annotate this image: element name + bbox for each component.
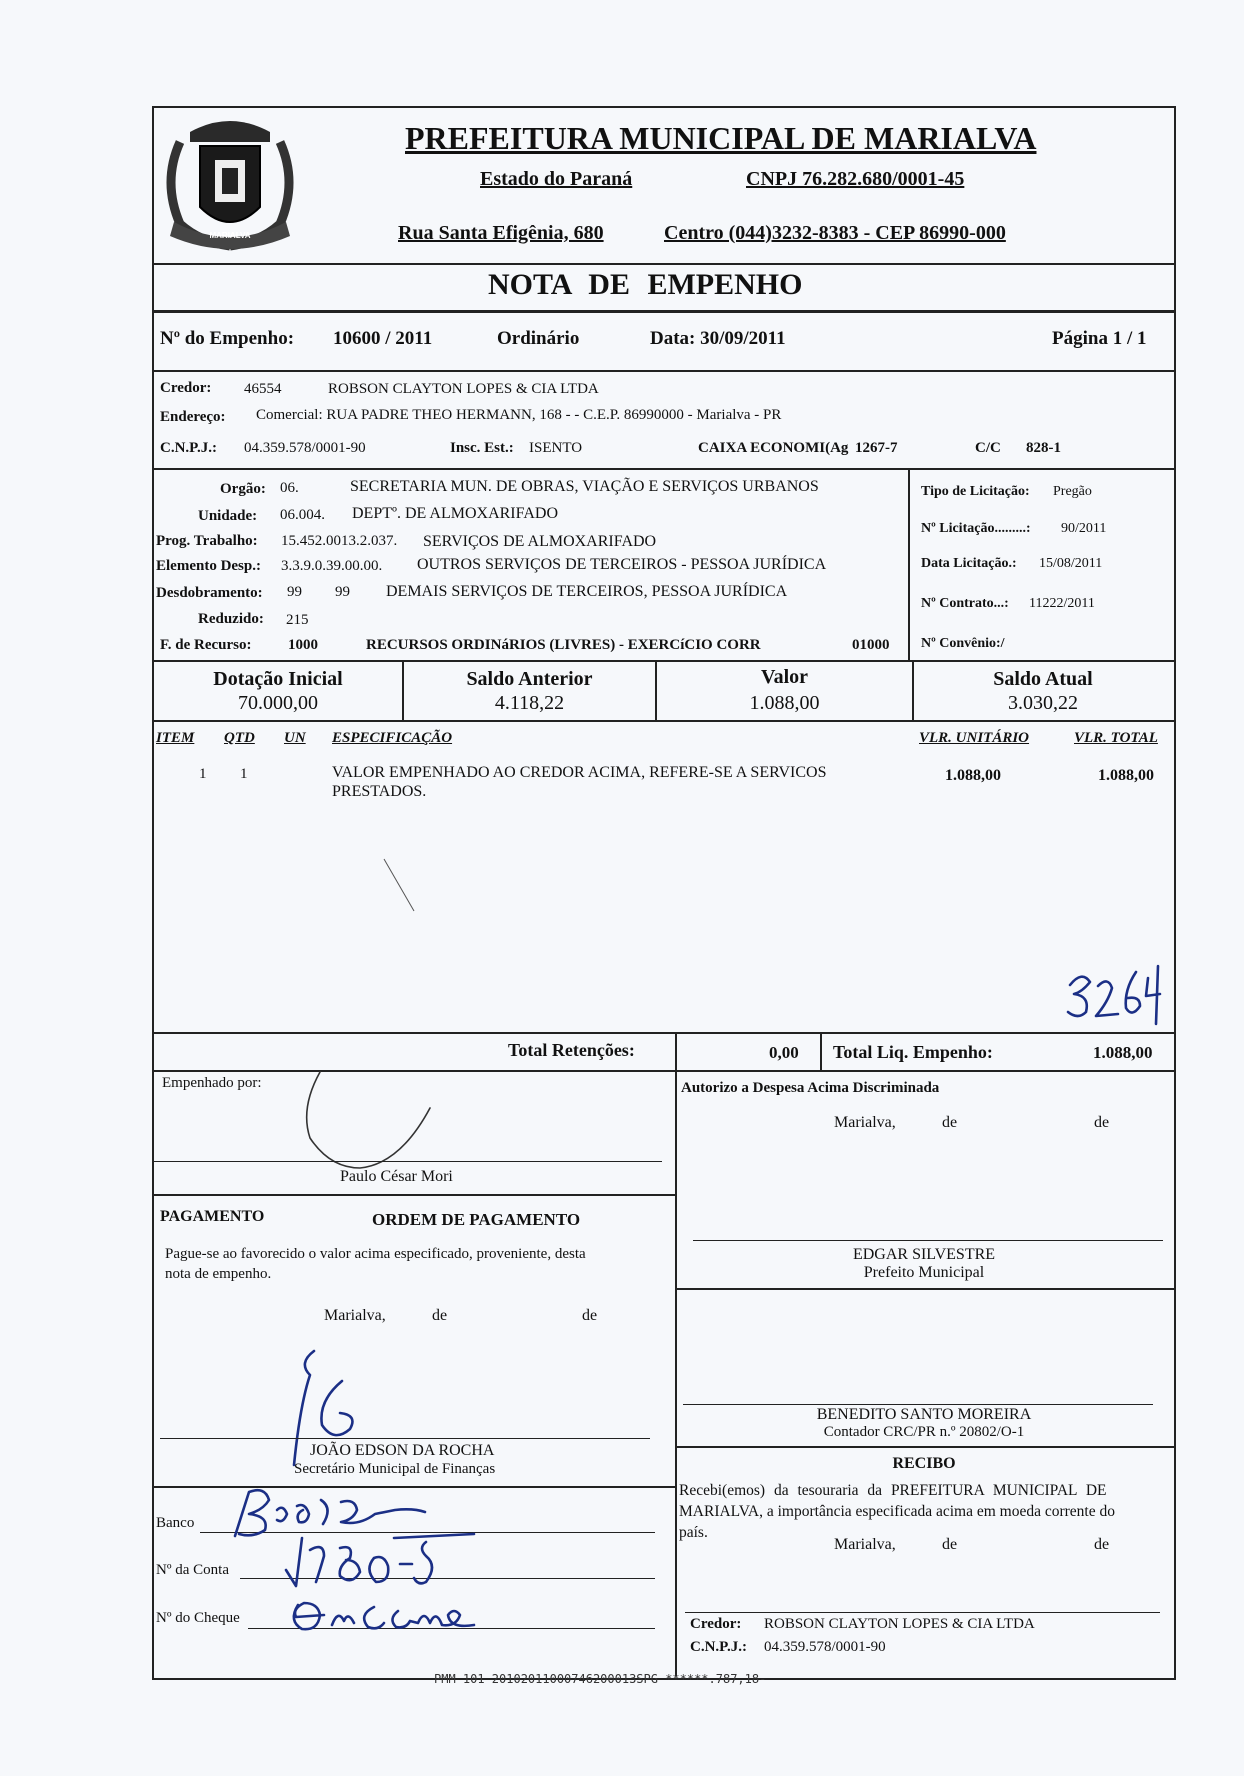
item-spec: VALOR EMPENHADO AO CREDOR ACIMA, REFERE-SE A SERVICOS xyxy=(332,764,827,781)
recibo-city: Marialva, xyxy=(834,1536,896,1553)
desdobramento-desc: DEMAIS SERVIÇOS DE TERCEIROS, PESSOA JURÍDICA xyxy=(386,583,788,600)
balance-label: Saldo Atual xyxy=(993,668,1093,690)
conta-label: Nº da Conta xyxy=(156,1562,229,1578)
unidade-desc: DEPTº. DE ALMOXARIFADO xyxy=(352,505,558,522)
pagamento-city: Marialva, xyxy=(324,1307,386,1324)
municipal-crest-icon xyxy=(160,112,300,260)
recibo-de: de xyxy=(1094,1536,1110,1553)
divider xyxy=(675,1288,1174,1290)
empenhado-name: Paulo César Mori xyxy=(340,1168,453,1185)
items-header-item: ITEM xyxy=(156,730,195,746)
autorizo-de: de xyxy=(1094,1114,1110,1131)
prog-label: Prog. Trabalho: xyxy=(156,533,258,549)
divider xyxy=(152,1032,1174,1034)
orgao-code: 06. xyxy=(280,480,299,496)
licitacao-num: 90/2011 xyxy=(1061,521,1107,536)
licitacao-tipo-label: Tipo de Licitação: xyxy=(921,484,1030,499)
empenho-page: Página 1 / 1 xyxy=(1052,328,1147,349)
recibo-credor: ROBSON CLAYTON LOPES & CIA LTDA xyxy=(764,1616,1035,1632)
recibo-cnpj-label: C.N.P.J.: xyxy=(690,1639,747,1655)
orgao-label: Orgão: xyxy=(220,481,266,497)
balance-label: Saldo Anterior xyxy=(466,668,593,690)
recibo-cnpj: 04.359.578/0001-90 xyxy=(764,1639,886,1655)
empenhado-label: Empenhado por: xyxy=(162,1075,262,1091)
orgao-desc: SECRETARIA MUN. DE OBRAS, VIAÇÃO E SERVIÇOS URBANOS xyxy=(350,478,819,495)
credor-label: Credor: xyxy=(160,380,212,396)
doc-title: NOTA DE EMPENHO xyxy=(488,268,803,301)
header-state: Estado do Paraná xyxy=(480,168,633,190)
recibo-text: Recebi(emos) da tesouraria da PREFEITURA MUNICIPAL DE xyxy=(679,1482,1107,1499)
recibo-credor-label: Credor: xyxy=(690,1616,742,1632)
elemento-desc: OUTROS SERVIÇOS DE TERCEIROS - PESSOA JURÍDICA xyxy=(417,556,827,573)
svg-text:MARIALVA: MARIALVA xyxy=(209,231,251,240)
pagamento-text-cont: nota de empenho. xyxy=(165,1266,272,1282)
items-header-un: UN xyxy=(284,730,306,746)
recurso-desc: RECURSOS ORDINáRIOS (LIVRES) - EXERCíCIO CORR xyxy=(366,637,761,653)
handwritten-number xyxy=(1060,950,1180,1030)
total-liquido-label: Total Liq. Empenho: xyxy=(833,1042,993,1062)
cnpj-label: C.N.P.J.: xyxy=(160,440,217,456)
recurso-label: F. de Recurso: xyxy=(160,637,252,653)
item-unit-value: 1.088,00 xyxy=(945,767,1001,784)
signature-line xyxy=(683,1404,1153,1405)
balance-label: Dotação Inicial xyxy=(213,668,343,690)
credor-code: 46554 xyxy=(244,381,282,397)
recibo-text-cont: MARIALVA, a importância especificada acima em moeda corrente do xyxy=(679,1503,1115,1520)
cheque-label: Nº do Cheque xyxy=(156,1610,240,1626)
empenho-type: Ordinário xyxy=(497,328,580,349)
header-title: PREFEITURA MUNICIPAL DE MARIALVA xyxy=(405,120,1037,156)
reduzido-value: 215 xyxy=(286,612,309,628)
items-header-qtd: QTD xyxy=(224,730,255,746)
divider xyxy=(908,468,910,660)
signature-line xyxy=(693,1240,1163,1241)
contador-name: BENEDITO SANTO MOREIRA xyxy=(816,1406,1032,1423)
header-contact: Centro (044)3232-8383 - CEP 86990-000 xyxy=(664,222,1006,244)
items-header-total: VLR. TOTAL xyxy=(1074,730,1158,746)
recibo-label: RECIBO xyxy=(892,1455,956,1472)
convenio-label: Nº Convênio:/ xyxy=(921,636,1005,651)
divider xyxy=(675,1070,677,1676)
balance-value: 3.030,22 xyxy=(1008,692,1078,714)
balance-value: 1.088,00 xyxy=(749,692,820,714)
items-header-unit: VLR. UNITÁRIO xyxy=(919,730,1030,746)
elemento-label: Elemento Desp.: xyxy=(156,558,261,574)
secretario-name: JOÃO EDSON DA ROCHA xyxy=(310,1442,495,1459)
banco-label: Banco xyxy=(156,1515,195,1531)
signature-line xyxy=(160,1438,650,1439)
items-header-spec: ESPECIFICAÇÃO xyxy=(332,730,453,746)
total-retencoes-label: Total Retenções: xyxy=(508,1040,635,1060)
credor-insc: ISENTO xyxy=(529,440,583,456)
contador-title: Contador CRC/PR n.º 20802/O-1 xyxy=(823,1424,1025,1440)
licitacao-data: 15/08/2011 xyxy=(1039,556,1103,571)
recurso-number: 01000 xyxy=(852,637,890,653)
item-qtd: 1 xyxy=(240,766,248,782)
pagamento-label: PAGAMENTO xyxy=(160,1208,265,1225)
empenho-date: Data: 30/09/2011 xyxy=(650,328,786,349)
ordem-pagamento-label: ORDEM DE PAGAMENTO xyxy=(372,1210,581,1229)
elemento-code: 3.3.9.0.39.00.00. xyxy=(281,558,383,574)
stroke-mark xyxy=(380,855,420,915)
credor-cc: 828-1 xyxy=(1026,440,1061,456)
divider xyxy=(152,1194,675,1196)
signature-line xyxy=(685,1612,1160,1613)
header-address: Rua Santa Efigênia, 680 xyxy=(398,222,604,244)
licitacao-num-label: Nº Licitação.........: xyxy=(921,521,1031,536)
footer-code: PMM 101 20102011000746200013SPG ******.787,18- xyxy=(434,1672,767,1686)
balance-label: Valor xyxy=(760,666,809,688)
divider xyxy=(152,468,1174,470)
autorizo-city: Marialva, xyxy=(834,1114,896,1131)
desdobramento-label: Desdobramento: xyxy=(156,585,263,601)
licitacao-tipo: Pregão xyxy=(1053,484,1092,499)
credor-agency: 1267-7 xyxy=(855,440,898,456)
unidade-label: Unidade: xyxy=(198,508,258,524)
credor-name: ROBSON CLAYTON LOPES & CIA LTDA xyxy=(328,381,599,397)
contrato-label: Nº Contrato...: xyxy=(921,596,1009,611)
prog-code: 15.452.0013.2.037. xyxy=(281,533,398,549)
divider xyxy=(675,1446,1174,1448)
credor-cnpj: 04.359.578/0001-90 xyxy=(244,440,366,456)
pagamento-de: de xyxy=(432,1307,448,1324)
autorizo-label: Autorizo a Despesa Acima Discriminada xyxy=(681,1080,940,1096)
credor-address: Comercial: RUA PADRE THEO HERMANN, 168 - - C.E.P. 86990000 - Marialva - PR xyxy=(256,407,782,423)
divider xyxy=(152,660,1174,662)
credor-bank: CAIXA ECONOMI(Ag xyxy=(698,440,849,456)
licitacao-data-label: Data Licitação.: xyxy=(921,556,1017,571)
secretario-title: Secretário Municipal de Finanças xyxy=(294,1461,496,1477)
divider xyxy=(675,1032,677,1070)
prog-desc: SERVIÇOS DE ALMOXARIFADO xyxy=(423,533,657,550)
desdobramento-b: 99 xyxy=(335,584,350,600)
total-retencoes-value: 0,00 xyxy=(769,1043,799,1062)
signature-line xyxy=(152,1161,662,1162)
item-total-value: 1.088,00 xyxy=(1098,767,1154,784)
empenho-number-label: Nº do Empenho: xyxy=(160,328,295,349)
balance-value: 70.000,00 xyxy=(238,692,318,714)
pagamento-de: de xyxy=(582,1307,598,1324)
recurso-code: 1000 xyxy=(288,637,318,653)
recibo-text-end: país. xyxy=(679,1524,708,1541)
divider xyxy=(152,370,1174,372)
balance-value: 4.118,22 xyxy=(494,692,565,714)
header-cnpj: CNPJ 76.282.680/0001-45 xyxy=(746,168,965,190)
divider xyxy=(152,310,1174,313)
item-spec-cont: PRESTADOS. xyxy=(332,783,427,800)
pagamento-text: Pague-se ao favorecido o valor acima especificado, proveniente, desta xyxy=(165,1246,586,1262)
endereco-label: Endereço: xyxy=(160,409,226,425)
item-number: 1 xyxy=(199,766,207,782)
cheque-handwriting xyxy=(284,1585,484,1639)
cc-label: C/C xyxy=(975,440,1001,456)
recibo-de: de xyxy=(942,1536,958,1553)
autorizo-de: de xyxy=(942,1114,958,1131)
total-liquido-value: 1.088,00 xyxy=(1093,1043,1153,1062)
divider xyxy=(152,263,1174,265)
reduzido-label: Reduzido: xyxy=(198,611,264,627)
insc-label: Insc. Est.: xyxy=(450,440,514,456)
contrato-value: 11222/2011 xyxy=(1029,596,1095,611)
prefeito-title: Prefeito Municipal xyxy=(863,1264,985,1281)
divider xyxy=(152,720,1174,722)
prefeito-name: EDGAR SILVESTRE xyxy=(852,1246,996,1263)
desdobramento-a: 99 xyxy=(287,584,302,600)
divider xyxy=(820,1032,822,1070)
unidade-code: 06.004. xyxy=(280,507,325,523)
empenho-number: 10600 / 2011 xyxy=(333,328,433,349)
